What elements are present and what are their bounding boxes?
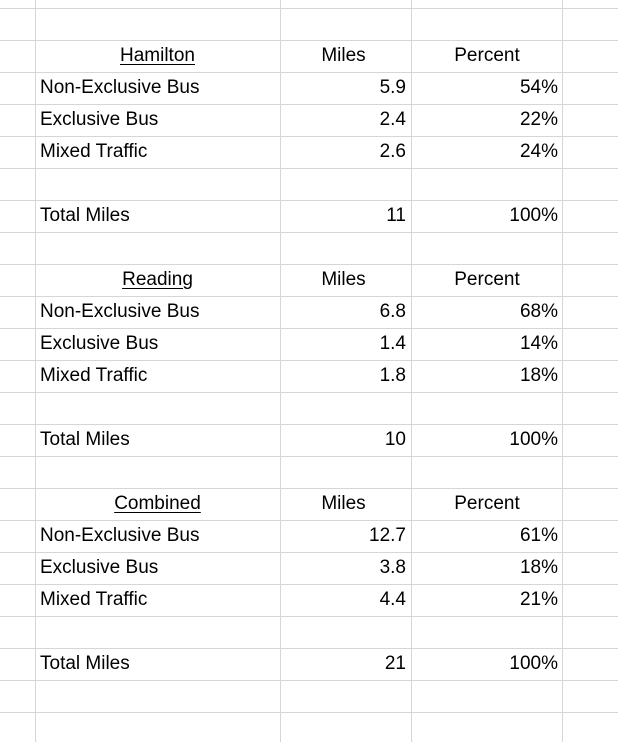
total-percent-cell[interactable]: 100% [509,205,558,226]
row-label-cell[interactable]: Exclusive Bus [40,557,159,578]
row-label-cell[interactable]: Mixed Traffic [40,589,148,610]
row-label-cell[interactable]: Exclusive Bus [40,333,159,354]
miles-cell[interactable]: 1.8 [379,365,406,386]
row-border [0,680,618,681]
miles-cell[interactable]: 12.7 [369,525,406,546]
miles-column-header[interactable]: Miles [321,269,366,290]
miles-column-header[interactable]: Miles [321,493,366,514]
row-border [0,168,618,169]
section-header-row [0,40,618,72]
row-border [0,392,618,393]
total-percent-cell[interactable]: 100% [509,429,558,450]
total-row [0,200,618,232]
percent-cell[interactable]: 68% [519,301,558,322]
total-row [0,648,618,680]
miles-cell[interactable]: 3.8 [379,557,406,578]
table-row [0,328,618,360]
table-row [0,296,618,328]
row-label-cell[interactable]: Non-Exclusive Bus [40,77,200,98]
row-label-cell[interactable]: Mixed Traffic [40,365,148,386]
row-label-cell[interactable]: Non-Exclusive Bus [40,301,200,322]
row-border [0,8,618,9]
percent-cell[interactable]: 54% [519,77,558,98]
table-row [0,552,618,584]
total-miles-cell[interactable]: 10 [384,429,406,450]
row-border [0,232,618,233]
miles-cell[interactable]: 1.4 [379,333,406,354]
percent-cell[interactable]: 18% [519,365,558,386]
table-row [0,520,618,552]
total-miles-cell[interactable]: 11 [386,205,406,226]
percent-cell[interactable]: 22% [519,109,558,130]
section-title[interactable]: Reading [122,269,193,290]
row-border [0,712,618,713]
table-row [0,584,618,616]
section-title[interactable]: Combined [114,493,201,514]
percent-column-header[interactable]: Percent [454,45,520,66]
percent-cell[interactable]: 24% [519,141,558,162]
percent-cell[interactable]: 14% [519,333,558,354]
miles-cell[interactable]: 5.9 [379,77,406,98]
percent-column-header[interactable]: Percent [454,269,520,290]
percent-column-header[interactable]: Percent [454,493,520,514]
percent-cell[interactable]: 21% [519,589,558,610]
total-miles-cell[interactable]: 21 [384,653,406,674]
miles-cell[interactable]: 2.6 [379,141,406,162]
table-row [0,360,618,392]
total-label-cell[interactable]: Total Miles [40,429,130,450]
total-label-cell[interactable]: Total Miles [40,653,130,674]
percent-cell[interactable]: 61% [519,525,558,546]
section-header-row [0,264,618,296]
miles-cell[interactable]: 2.4 [379,109,406,130]
total-row [0,424,618,456]
row-border [0,616,618,617]
table-row [0,104,618,136]
total-percent-cell[interactable]: 100% [509,653,558,674]
percent-cell[interactable]: 18% [519,557,558,578]
section-header-row [0,488,618,520]
section-title[interactable]: Hamilton [120,45,195,66]
miles-cell[interactable]: 4.4 [379,589,406,610]
row-label-cell[interactable]: Non-Exclusive Bus [40,525,200,546]
miles-cell[interactable]: 6.8 [379,301,406,322]
row-border [0,456,618,457]
total-label-cell[interactable]: Total Miles [40,205,130,226]
table-row [0,136,618,168]
row-label-cell[interactable]: Exclusive Bus [40,109,159,130]
miles-column-header[interactable]: Miles [321,45,366,66]
row-label-cell[interactable]: Mixed Traffic [40,141,148,162]
table-row [0,72,618,104]
